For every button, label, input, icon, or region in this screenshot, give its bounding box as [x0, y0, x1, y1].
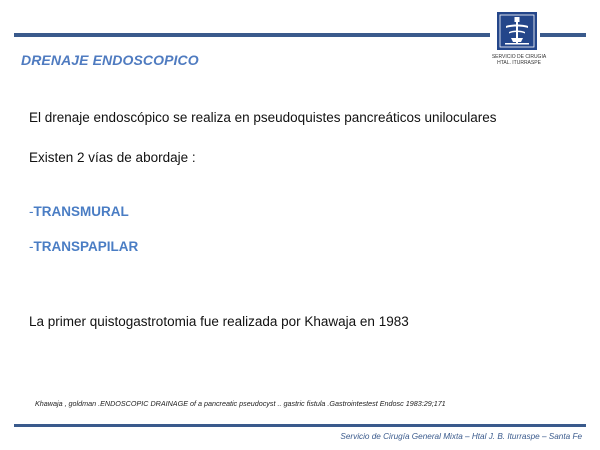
hospital-logo-icon	[497, 12, 537, 50]
logo-caption-service: SERVICIO DE CIRUGIA	[491, 54, 547, 60]
approach-item-transmural	[29, 204, 129, 219]
header-divider-right	[540, 33, 586, 37]
header-divider	[14, 33, 490, 37]
citation-reference: Khawaja , goldman .ENDOSCOPIC DRAINAGE of a pancreatic pseudocyst .. gastric fistula .Gastrointestest Endosc 1983:29;171	[35, 399, 446, 408]
footer-divider	[14, 424, 586, 427]
approach-label: TRANSPAPILAR	[33, 239, 139, 254]
list-dash: -	[29, 239, 34, 254]
logo-caption-hospital: HTAL. ITURRASPE	[497, 60, 541, 66]
approach-item-transpapilar	[29, 239, 138, 254]
body-text-approaches: Existen 2 vías de abordaje :	[29, 150, 196, 165]
list-dash: -	[29, 204, 34, 219]
slide-title: DRENAJE ENDOSCOPICO	[21, 52, 199, 68]
body-text-history: La primer quistogastrotomia fue realizada por Khawaja en 1983	[29, 314, 409, 329]
body-text-indication: El drenaje endoscópico se realiza en pseudoquistes pancreáticos uniloculares	[29, 110, 497, 125]
footer-text: Servicio de Cirugía General Mixta – Htal J. B. Iturraspe – Santa Fe	[340, 432, 582, 441]
approach-label: TRANSMURAL	[33, 204, 129, 219]
